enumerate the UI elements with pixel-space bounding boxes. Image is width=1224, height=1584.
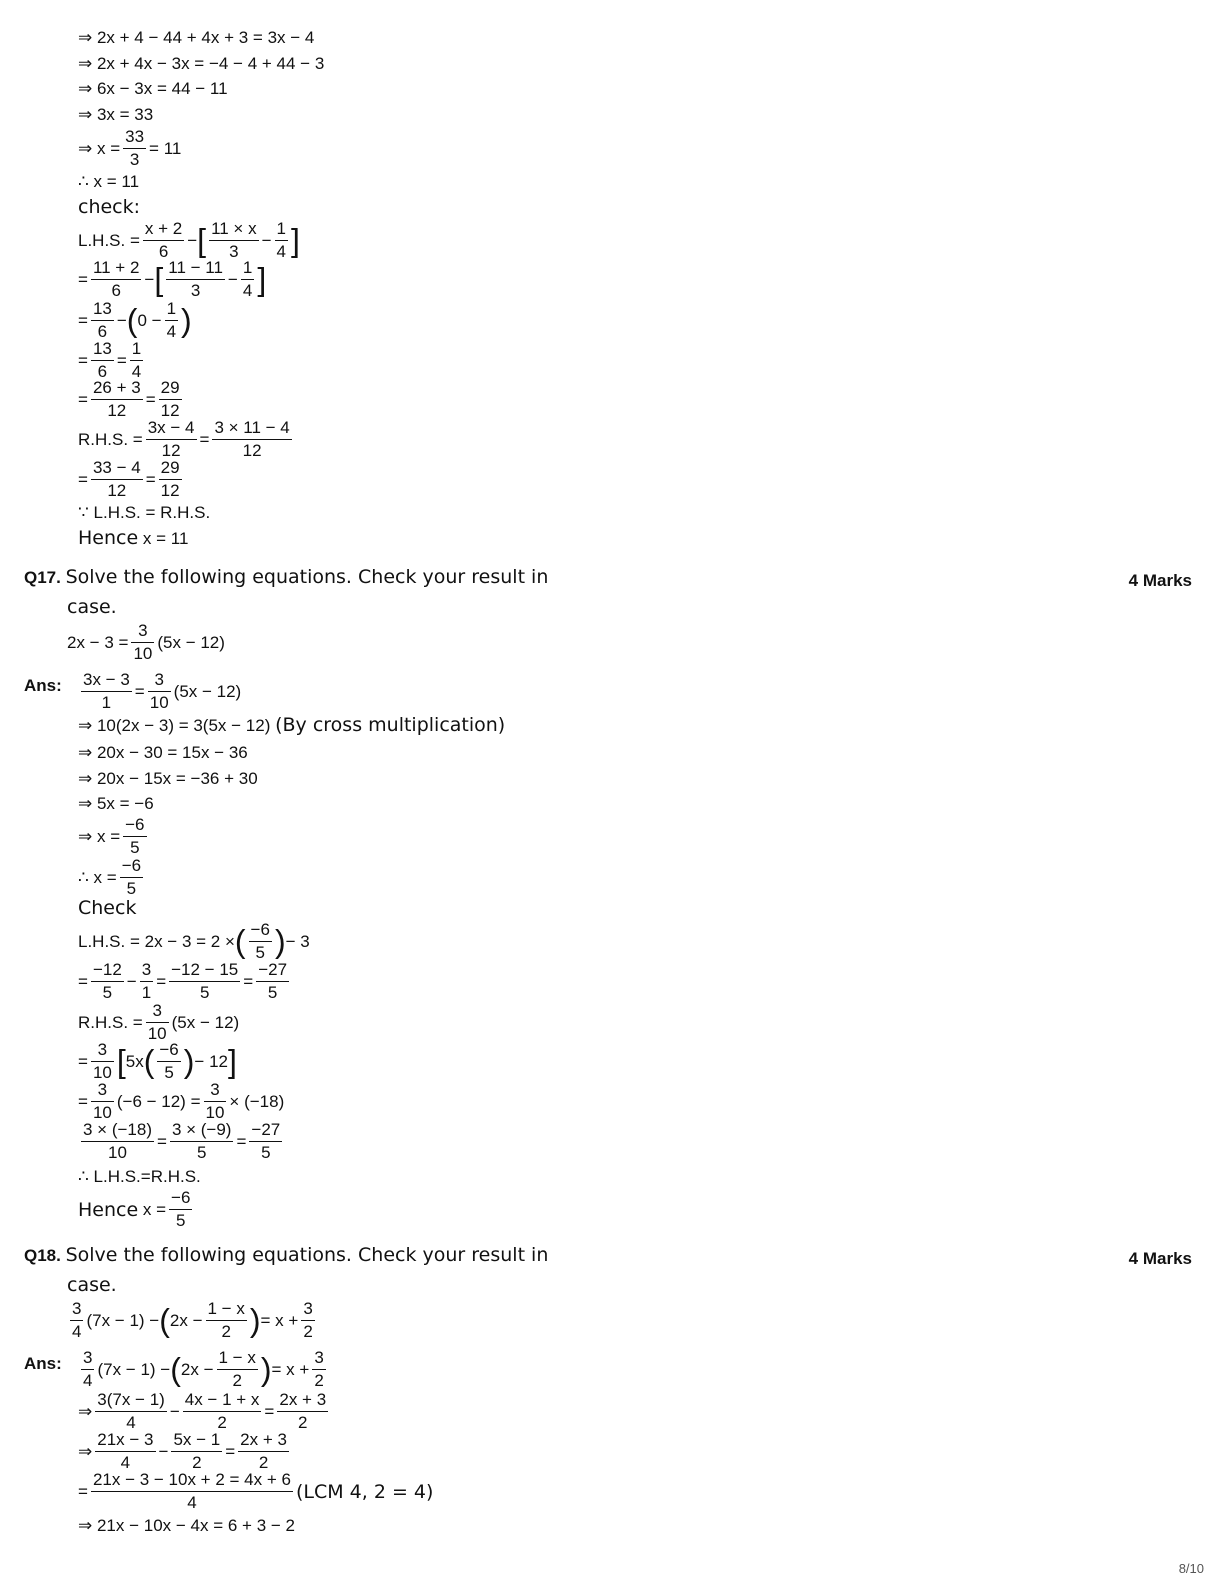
denominator: 12: [160, 401, 180, 420]
numerator: 1 − x: [217, 1349, 258, 1370]
denominator: 5: [102, 983, 113, 1002]
numerator: 21x − 3 − 10x + 2 = 4x + 6: [91, 1471, 293, 1492]
text: (7x − 1) −: [97, 1359, 171, 1379]
numerator: 1 − x: [206, 1300, 247, 1321]
step-line: [78, 816, 150, 857]
text: (5x − 12): [157, 632, 225, 652]
step-line: ⇒ 20x − 30 = 15x − 36: [78, 743, 248, 762]
numerator: 1: [275, 220, 288, 241]
check-heading: check:: [78, 196, 141, 218]
fraction: [81, 671, 132, 712]
step-line: L.H.S. = 2x − 3 = 2 ×( $\frac{-6}{5}$ )− 3: [78, 920, 310, 962]
fraction: [81, 1349, 94, 1390]
denominator: 5: [164, 1063, 174, 1082]
step-line: ∴ L.H.S.=R.H.S.: [78, 1167, 201, 1186]
numerator: 3: [204, 1081, 227, 1102]
fraction: [123, 128, 146, 169]
numerator: −27: [249, 1121, 282, 1142]
denominator: 12: [161, 441, 181, 460]
text: (7x − 1) −: [86, 1310, 160, 1330]
fraction: [159, 459, 182, 500]
fraction: [209, 220, 259, 261]
denominator: 2: [221, 1322, 231, 1341]
equation: [67, 622, 225, 663]
text: ∴ x =: [78, 867, 117, 887]
step-line: = $\frac{26 + 3}{12}$ = $\frac{29}{12}$: [78, 378, 180, 420]
numerator: 33 − 4: [91, 459, 143, 480]
fraction: [217, 1349, 258, 1390]
text: − 3: [285, 931, 310, 951]
question-17: [24, 567, 548, 588]
numerator: 3: [148, 671, 171, 692]
text: (−6 − 12) =: [116, 1091, 201, 1111]
denominator: 2: [192, 1453, 202, 1472]
numerator: 11 × x: [209, 220, 259, 241]
numerator: −6: [123, 816, 146, 837]
denominator: 5: [199, 983, 210, 1002]
numerator: 3: [81, 1349, 94, 1370]
text: x = 11: [142, 529, 189, 548]
fraction: [301, 1300, 314, 1341]
numerator: 3: [312, 1349, 325, 1370]
fraction: [169, 1189, 192, 1230]
numerator: −27: [256, 961, 289, 982]
step-line: [78, 715, 505, 736]
marks-badge: 4 Marks: [1128, 571, 1192, 590]
numerator: 3: [131, 622, 154, 643]
numerator: 2x + 3: [238, 1431, 289, 1452]
numerator: −6: [157, 1041, 180, 1062]
numerator: 3: [140, 961, 153, 982]
fraction: [131, 622, 154, 663]
denominator: 6: [111, 281, 121, 300]
question-18: [24, 1245, 548, 1266]
fraction: [166, 259, 225, 300]
text: = x +: [260, 1310, 299, 1330]
denominator: 6: [97, 362, 108, 381]
question-text: case.: [67, 596, 117, 618]
denominator: 10: [92, 1063, 112, 1082]
step-line: ∵ L.H.S. = R.H.S.: [78, 503, 211, 522]
step-line: ⇒ 6x − 3x = 44 − 11: [78, 79, 228, 98]
denominator: 5: [126, 879, 137, 898]
fraction: [120, 857, 143, 898]
fraction: [91, 1081, 114, 1122]
step-line: [78, 128, 181, 169]
numerator: 3(7x − 1): [95, 1391, 167, 1412]
text: (5x − 12): [173, 681, 242, 701]
denominator: 3: [129, 150, 140, 169]
marks-badge: 4 Marks: [1128, 1249, 1192, 1268]
step-line: ⇒ 2x + 4x − 3x = −4 − 4 + 44 − 3: [78, 54, 325, 73]
fraction: [91, 340, 114, 381]
fraction: [140, 961, 153, 1002]
lhs-label: L.H.S. =: [78, 230, 140, 250]
fraction: [91, 300, 114, 341]
denominator: 2: [303, 1322, 313, 1341]
numerator: 33: [123, 128, 146, 149]
numerator: 3: [70, 1300, 83, 1321]
denominator: 6: [97, 322, 108, 341]
denominator: 2: [298, 1413, 308, 1432]
denominator: 4: [126, 1413, 136, 1432]
fraction: [95, 1391, 167, 1432]
fraction: [146, 1002, 169, 1043]
numerator: −12 − 15: [169, 961, 240, 982]
step-line: = $\frac{3}{10}$ (−6 − 12) = $\frac{3}{10}$ × (−18): [78, 1080, 285, 1122]
fraction: [206, 1300, 247, 1341]
numerator: 3: [146, 1002, 169, 1023]
fraction: [277, 1391, 328, 1432]
fraction: [157, 1041, 180, 1082]
text: 5x: [125, 1051, 144, 1071]
text: 0 −: [137, 310, 162, 330]
fraction: [130, 340, 143, 381]
fraction: [249, 1121, 282, 1162]
denominator: 12: [160, 481, 180, 500]
fraction: [148, 671, 171, 712]
answer-label: Ans:: [24, 676, 62, 695]
denominator: 10: [205, 1103, 225, 1122]
numerator: 11 − 11: [166, 259, 225, 280]
denominator: 12: [242, 441, 262, 460]
fraction: [146, 419, 197, 460]
denominator: 4: [72, 1322, 82, 1341]
numerator: 1: [165, 300, 178, 321]
denominator: 5: [196, 1143, 207, 1162]
fraction: [95, 1431, 155, 1472]
fraction: [241, 259, 254, 300]
fraction: [91, 961, 124, 1002]
step-line: ∴ x = 11: [78, 172, 140, 191]
question-text: Solve the following equations. Check your result in: [65, 1244, 549, 1266]
question-text: Solve the following equations. Check your result in: [65, 566, 549, 588]
numerator: −6: [249, 921, 272, 942]
fraction: [165, 300, 178, 341]
denominator: 10: [149, 693, 169, 712]
step-line: L.H.S. = $\frac{x + 2}{6}$ −[ $\frac{11 \times x}{3}$ − $\frac{1}{4}$ ]: [78, 219, 300, 261]
numerator: 26 + 3: [91, 379, 143, 400]
fraction: [238, 1431, 289, 1472]
conclusion: [78, 1189, 195, 1230]
check-heading: Check: [78, 897, 137, 919]
denominator: 5: [130, 838, 140, 857]
numerator: 29: [159, 379, 182, 400]
step-line: ⇒ 21x − 10x − 4x = 6 + 3 − 2: [78, 1516, 295, 1535]
rhs-label: R.H.S. =: [78, 1012, 143, 1032]
denominator: 4: [166, 322, 177, 341]
step-line: ⇒ $\frac{3(7x - 1)}{4}$ − $\frac{4x - 1 + x}{2}$ = $\frac{2x + 3}{2}$: [78, 1390, 327, 1432]
text: ⇒ x =: [78, 138, 121, 158]
step-line: = $\frac{21x - 3 - 10x + 2 = 4x + 6}{4}$ (LCM 4, 2 = 4): [78, 1470, 434, 1512]
question-number: Q18.: [24, 1246, 61, 1265]
numerator: 3 × 11 − 4: [212, 419, 291, 440]
numerator: 3: [91, 1041, 114, 1062]
denominator: 10: [92, 1103, 112, 1122]
step-line: ⇒ 5x = −6: [78, 794, 154, 813]
text: ⇒ x =: [78, 826, 121, 846]
step-line: R.H.S. = $\frac{3x - 4}{12}$ = $\frac{3 \times 11 - 4}{12}$: [78, 418, 290, 460]
denominator: 10: [108, 1143, 127, 1162]
text: = x +: [271, 1359, 310, 1379]
fraction: [312, 1349, 325, 1390]
fraction: [159, 379, 182, 420]
answer-label: Ans:: [24, 1354, 62, 1373]
text: x =: [142, 1199, 167, 1219]
denominator: 4: [242, 281, 253, 300]
denominator: 5: [261, 1143, 271, 1162]
denominator: 4: [120, 1453, 131, 1472]
fraction: [170, 1121, 234, 1162]
numerator: 11 + 2: [91, 259, 141, 280]
fraction: [91, 1041, 114, 1082]
step-line: ⇒ 20x − 15x = −36 + 30: [78, 769, 258, 788]
hence-label: Hence: [78, 527, 139, 549]
step-line: = $\frac{33 - 4}{12}$ = $\frac{29}{12}$: [78, 458, 180, 500]
numerator: 1: [130, 340, 143, 361]
step-line: ⇒ 2x + 4 − 44 + 4x + 3 = 3x − 4: [78, 28, 315, 47]
fraction: [91, 379, 143, 420]
step-line: ⇒ 3x = 33: [78, 105, 154, 124]
step-line: = $\frac{11 + 2}{6}$ −[ $\frac{11 - 11}{3}$ − $\frac{1}{4}$ ]: [78, 258, 267, 300]
denominator: 2: [232, 1371, 242, 1390]
fraction: [81, 1121, 154, 1162]
numerator: 2x + 3: [277, 1391, 328, 1412]
step-line: = $\frac{-12}{5}$ − $\frac{3}{1}$ = $\frac{-12 - 15}{5}$ = $\frac{-27}{5}$: [78, 960, 288, 1002]
numerator: 5x − 1: [171, 1431, 222, 1452]
denominator: 3: [190, 281, 201, 300]
page-number: 8/10: [1178, 1561, 1204, 1576]
denominator: 2: [314, 1371, 324, 1390]
text: − 12: [194, 1051, 228, 1071]
text: 2x − 3 =: [67, 632, 129, 652]
denominator: 4: [83, 1371, 93, 1390]
denominator: 4: [276, 242, 286, 261]
denominator: 1: [141, 983, 152, 1002]
fraction: [91, 1471, 293, 1512]
text: 2x −: [169, 1310, 203, 1330]
note: (By cross multiplication): [275, 714, 506, 736]
step-line: = $\frac{13}{6}$ −(0 − $\frac{1}{4}$ ): [78, 299, 192, 341]
numerator: 29: [159, 459, 182, 480]
fraction: [249, 921, 272, 962]
fraction: [212, 419, 291, 460]
denominator: 4: [131, 362, 142, 381]
numerator: 13: [91, 300, 114, 321]
denominator: 12: [107, 401, 127, 420]
text: × (−18): [229, 1091, 285, 1111]
denominator: 12: [107, 481, 127, 500]
denominator: 10: [133, 644, 153, 663]
denominator: 4: [187, 1493, 197, 1512]
denominator: 2: [258, 1453, 269, 1472]
numerator: 3 × (−9): [170, 1121, 234, 1142]
note: (LCM 4, 2 = 4): [295, 1480, 434, 1503]
step-line: $\frac{3}{4}$ (7x − 1) −(2x − $\frac{1 - x}{2}$ )= x + $\frac{3}{2}$: [83, 1348, 324, 1390]
question-number: Q17.: [24, 568, 61, 587]
step-line: = $\frac{13}{6}$ = $\frac{1}{4}$: [78, 339, 142, 381]
equation: $\frac{3}{4}$ (7x − 1) −(2x − $\frac{1 - x}{2}$ )= x + $\frac{3}{2}$: [72, 1299, 313, 1341]
text: ⇒ 10(2x − 3) = 3(5x − 12): [78, 716, 271, 735]
denominator: 3: [229, 242, 239, 261]
fraction: [91, 459, 143, 500]
text: 2x −: [180, 1359, 214, 1379]
step-line: = $\frac{3}{10}$ [5x( $\frac{-6}{5}$ )− 12]: [78, 1040, 237, 1082]
numerator: −12: [91, 961, 124, 982]
rhs-label: R.H.S. =: [78, 429, 143, 449]
numerator: 3: [301, 1300, 314, 1321]
numerator: 21x − 3: [95, 1431, 155, 1452]
fraction: [123, 816, 146, 857]
step-line: $\frac{3x - 3}{1}$ = $\frac{3}{10}$ (5x − 12): [83, 670, 242, 712]
denominator: 1: [101, 693, 112, 712]
numerator: 13: [91, 340, 114, 361]
denominator: 2: [217, 1413, 227, 1432]
fraction: [91, 259, 141, 300]
hence-label: Hence: [78, 1198, 139, 1221]
fraction: [171, 1431, 222, 1472]
fraction: [204, 1081, 227, 1122]
fraction: [143, 220, 184, 261]
text: L.H.S. = 2x − 3 = 2 ×: [78, 931, 235, 951]
numerator: −6: [120, 857, 143, 878]
text: (5x − 12): [171, 1012, 240, 1032]
step-line: ⇒ $\frac{21x - 3}{4}$ − $\frac{5x - 1}{2}$ = $\frac{2x + 3}{2}$: [78, 1430, 287, 1472]
numerator: 1: [241, 259, 254, 280]
question-text: case.: [67, 1274, 117, 1296]
step-line: $\frac{3 \times (-18)}{10}$ = $\frac{3 \times (-9)}{5}$ = $\frac{-27}{5}$: [83, 1120, 281, 1162]
numerator: 3: [91, 1081, 114, 1102]
denominator: 6: [158, 242, 169, 261]
step-line: [78, 857, 146, 898]
text: = 11: [149, 138, 182, 158]
numerator: 4x − 1 + x: [183, 1391, 262, 1412]
denominator: 5: [255, 943, 265, 962]
denominator: 5: [176, 1211, 186, 1230]
fraction: [70, 1300, 83, 1341]
step-line: [78, 1002, 239, 1043]
fraction: [169, 961, 240, 1002]
denominator: 10: [147, 1024, 167, 1043]
numerator: 3x − 3: [81, 671, 132, 692]
numerator: x + 2: [143, 220, 184, 241]
denominator: 5: [267, 983, 278, 1002]
numerator: 3x − 4: [146, 419, 197, 440]
fraction: [183, 1391, 262, 1432]
fraction: [275, 220, 288, 261]
numerator: −6: [169, 1189, 192, 1210]
fraction: [256, 961, 289, 1002]
conclusion: [78, 528, 188, 549]
numerator: 3 × (−18): [81, 1121, 154, 1142]
